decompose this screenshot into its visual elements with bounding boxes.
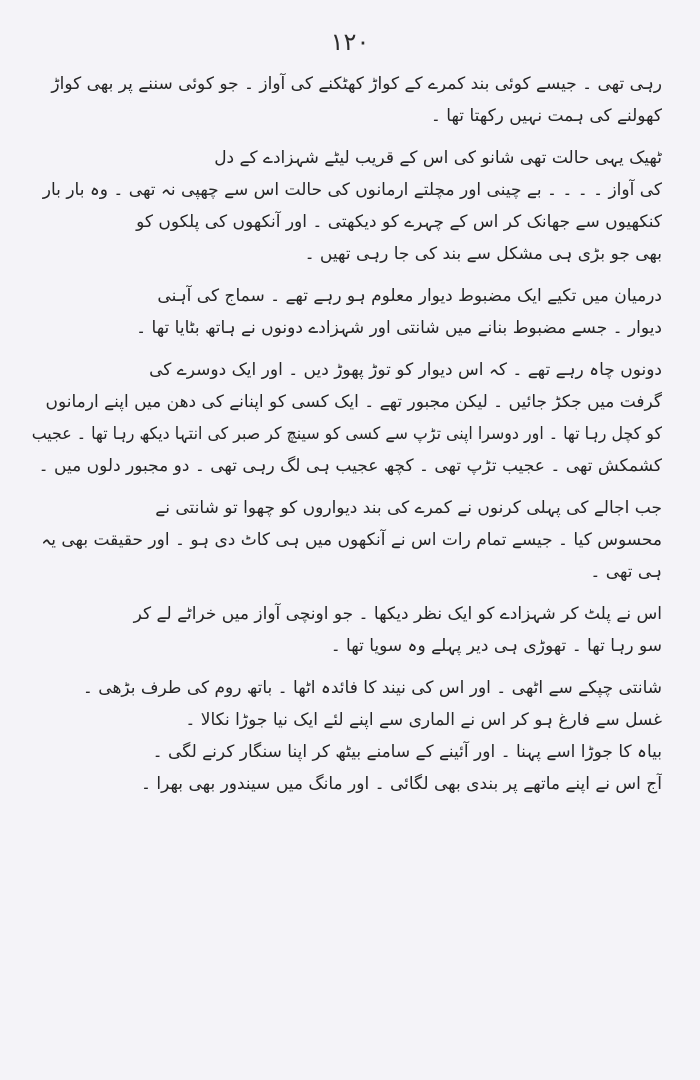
text-line: دونوں چاہ رہے تھے ۔ کہ اس دیوار کو توڑ پھوڑ دیں ۔ اور ایک دوسرے کی	[149, 360, 662, 380]
text-line: درمیان میں تکیے ایک مضبوط دیوار معلوم ہو رہے تھے ۔ سماج کی آہنی	[157, 286, 662, 306]
text-line: دیوار ۔ جسے مضبوط بنانے میں شانتی اور شہزادے دونوں نے ہاتھ بٹایا تھا ۔	[136, 318, 662, 338]
text-line: ٹھیک یہی حالت تھی شانو کی اس کے قریب لیٹے شہزادے کے دل	[214, 148, 662, 168]
text-line: جب اجالے کی پہلی کرنوں نے کمرے کی بند دیواروں کو چھوا تو شانتی نے	[155, 498, 662, 518]
text-line: کی آواز ۔ ۔ ۔ ۔ بے چینی اور مچلتے ارمانوں کی حالت اس سے چھپی نہ تھی ۔ وہ بار بار	[42, 180, 662, 200]
text-line: اس نے پلٹ کر شہزادے کو ایک نظر دیکھا ۔ جو اونچی آواز میں خراٹے لے کر	[133, 604, 662, 624]
text-line: غسل سے فارغ ہو کر اس نے الماری سے اپنے لئے ایک نیا جوڑا نکالا ۔	[185, 710, 662, 730]
text-line: ہی تھی ۔	[590, 562, 662, 582]
text-line: بیاہ کا جوڑا اسے پہنا ۔ اور آئینے کے سامنے بیٹھ کر اپنا سنگار کرنے لگی ۔	[152, 742, 662, 762]
text-line: سو رہا تھا ۔ تھوڑی ہی دیر پہلے وہ سویا تھا ۔	[330, 636, 662, 656]
text-line: آج اس نے اپنے ماتھے پر بندی بھی لگائی ۔ اور مانگ میں سیندور بھی بھرا ۔	[141, 774, 662, 794]
text-line: بھی جو بڑی ہی مشکل سے بند کی جا رہی تھیں ۔	[304, 244, 662, 264]
text-line: محسوس کیا ۔ جیسے تمام رات اس نے آنکھوں میں ہی کاٹ دی ہو ۔ اور حقیقت بھی یہ	[41, 530, 662, 550]
text-line: شانتی چپکے سے اٹھی ۔ اور اس کی نیند کا فائدہ اٹھا ۔ باتھ روم کی طرف بڑھی ۔	[82, 678, 662, 698]
page-number: ۱۲۰	[330, 28, 370, 56]
text-line: کنکھیوں سے جھانک کر اس کے چہرے کو دیکھتی ۔ اور آنکھوں کی پلکوں کو	[136, 212, 662, 232]
text-line: کھولنے کی ہمت نہیں رکھتا تھا ۔	[430, 106, 662, 126]
page-body	[32, 68, 662, 800]
text-line: رہی تھی ۔ جیسے کوئی بند کمرے کے کواڑ کھٹکنے کی آواز ۔ جو کوئی سننے پر بھی کواڑ	[51, 74, 662, 94]
text-line: گرفت میں جکڑ جائیں ۔ لیکن مجبور تھے ۔ ایک کسی کو اپنانے کی دھن میں اپنے ارمانوں	[45, 392, 662, 412]
text-line: کو کچل رہا تھا ۔ اور دوسرا اپنی تڑپ سے کسی کو سینچ کر صبر کی انتہا دیکھ رہا تھا ۔ عجیب	[32, 424, 662, 444]
text-line: کشمکش تھی ۔ عجیب تڑپ تھی ۔ کچھ عجیب ہی لگ رہی تھی ۔ دو مجبور دلوں میں ۔	[38, 456, 662, 476]
